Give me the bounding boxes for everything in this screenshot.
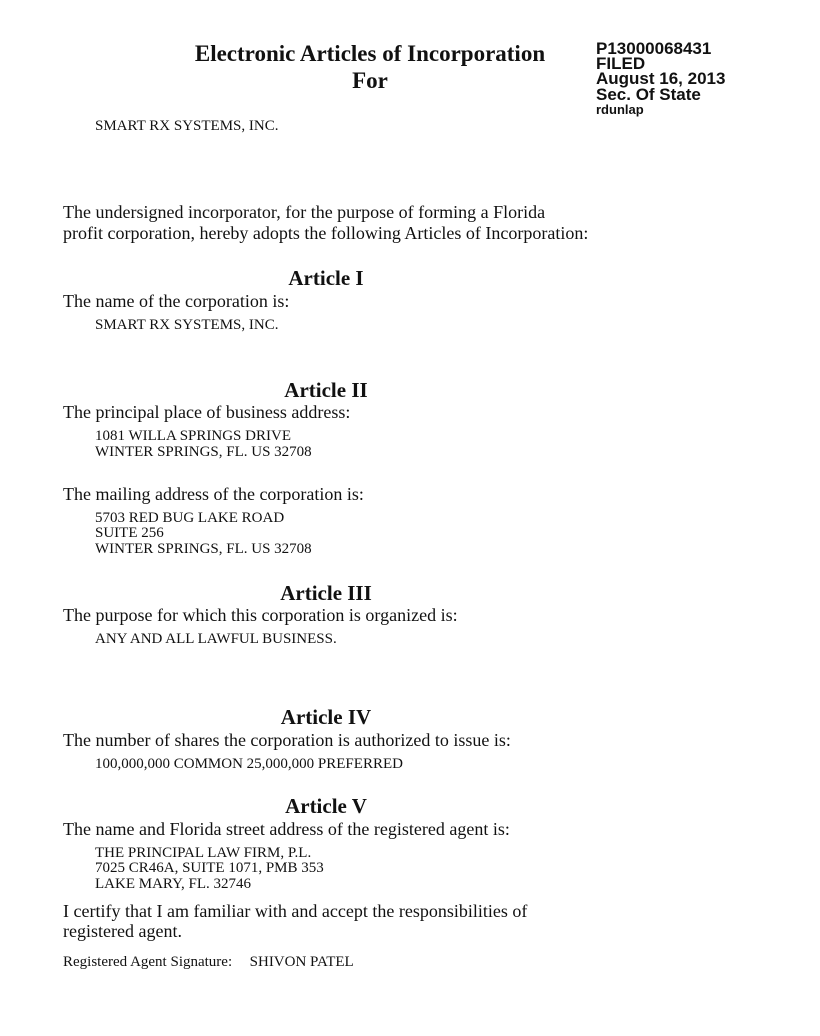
article-2-mailing-label: The mailing address of the corporation is: (63, 484, 364, 504)
article-5-heading: Article V (285, 794, 367, 818)
intro-line-1: The undersigned incorporator, for the purpose of forming a Florida (63, 202, 546, 222)
article-3-value: ANY AND ALL LAWFUL BUSINESS. (95, 631, 337, 647)
header-company-name: SMART RX SYSTEMS, INC. (95, 118, 279, 134)
mailing-address-line-3: WINTER SPRINGS, FL. US 32708 (95, 541, 312, 557)
intro-line-2: profit corporation, hereby adopts the following Articles of Incorporation: (63, 223, 589, 243)
stamp-date: August 16, 2013 (596, 69, 726, 88)
agent-address-line-3: LAKE MARY, FL. 32746 (95, 876, 251, 892)
article-4-heading: Article IV (280, 705, 372, 729)
article-1-value: SMART RX SYSTEMS, INC. (95, 317, 279, 333)
agent-address-line-2: 7025 CR46A, SUITE 1071, PMB 353 (95, 860, 324, 876)
stamp-clerk: rdunlap (596, 102, 644, 117)
stamp-status: FILED (596, 54, 646, 73)
stamp-document-number: P13000068431 (596, 39, 712, 58)
certify-line-2: registered agent. (63, 921, 182, 941)
certify-line-1: I certify that I am familiar with and accept the responsibilities of (63, 901, 528, 921)
article-4-value: 100,000,000 COMMON 25,000,000 PREFERRED (95, 756, 403, 772)
mailing-address-line-2: SUITE 256 (95, 525, 164, 541)
document-title: Electronic Articles of Incorporation (194, 41, 546, 66)
principal-address-line-2: WINTER SPRINGS, FL. US 32708 (95, 444, 312, 460)
article-3-label: The purpose for which this corporation is organized is: (63, 605, 458, 625)
article-3-heading: Article III (280, 581, 372, 605)
agent-address-line-1: THE PRINCIPAL LAW FIRM, P.L. (95, 845, 312, 861)
article-1-label: The name of the corporation is: (63, 291, 290, 311)
signature-row (63, 954, 354, 971)
article-4-label: The number of shares the corporation is authorized to issue is: (63, 730, 511, 750)
signature-label: Registered Agent Signature: (63, 954, 233, 970)
article-2-principal-label: The principal place of business address: (63, 402, 351, 422)
principal-address-line-1: 1081 WILLA SPRINGS DRIVE (95, 428, 291, 444)
signature-name: SHIVON PATEL (249, 954, 354, 970)
mailing-address-line-1: 5703 RED BUG LAKE ROAD (95, 510, 285, 526)
document-title-for: For (352, 68, 388, 93)
article-5-label: The name and Florida street address of the registered agent is: (63, 819, 510, 839)
article-2-heading: Article II (284, 378, 368, 402)
stamp-office: Sec. Of State (596, 85, 701, 104)
article-1-heading: Article I (288, 266, 364, 290)
